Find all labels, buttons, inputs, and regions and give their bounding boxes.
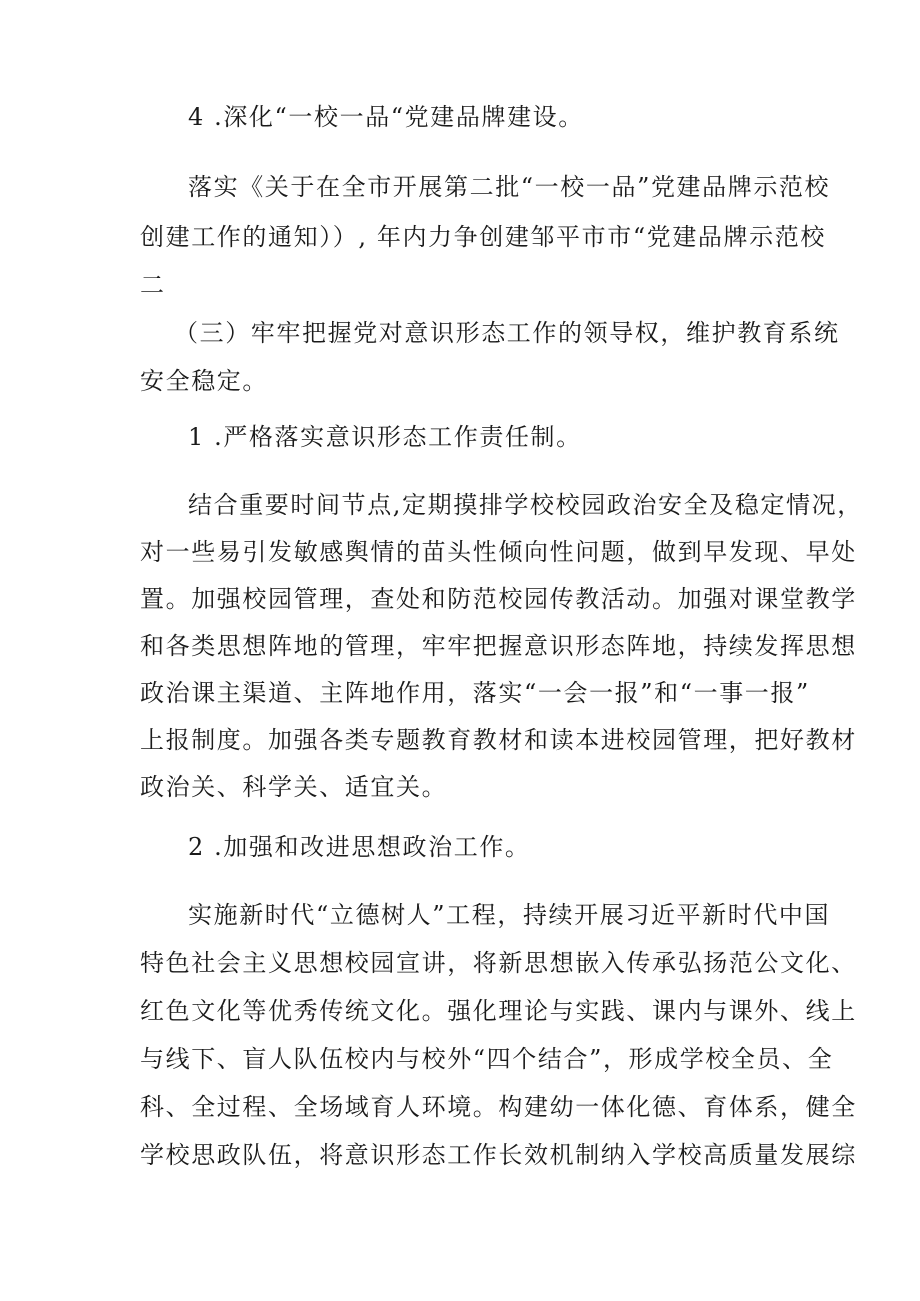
paragraph-line: 二: [140, 271, 166, 299]
heading-item-1: 1 .严格落实意识形态工作责任制。: [188, 423, 582, 451]
heading-item-2: 2 .加强和改进思想政治工作。: [188, 833, 531, 861]
paragraph-line: 政治课主渠道、主阵地作用，落实“一会一报”和“一事一报”: [140, 679, 810, 707]
section-heading-3: （三）牢牢把握党对意识形态工作的领导权，维护教育系统: [174, 319, 840, 347]
paragraph-line: 实施新时代“立德树人”工程，持续开展习近平新时代中国: [188, 901, 831, 929]
paragraph-line: 和各类思想阵地的管理，牢牢把握意识形态阵地，持续发挥思想: [140, 632, 857, 660]
paragraph-line: 学校思政队伍，将意识形态工作长效机制纳入学校高质量发展综: [140, 1141, 857, 1169]
paragraph-line: 科、全过程、全场域育人环境。构建幼一体化德、育体系，健全: [140, 1093, 857, 1121]
paragraph-line: 结合重要时间节点,定期摸排学校校园政治安全及稳定情况，: [188, 491, 863, 519]
paragraph-line: 对一些易引发敏感舆情的苗头性倾向性问题，做到早发现、早处: [140, 538, 857, 566]
paragraph-line: 政治关、科学关、适宜关。: [140, 773, 448, 801]
paragraph-line: 红色文化等优秀传统文化。强化理论与实践、课内与课外、线上: [140, 997, 857, 1025]
paragraph-line: 置。加强校园管理，查处和防范校园传教活动。加强对课堂教学: [140, 585, 857, 613]
section-heading-3-cont: 安全稳定。: [140, 367, 268, 395]
paragraph-line: 上报制度。加强各类专题教育教材和读本进校园管理，把好教材: [140, 726, 857, 754]
heading-item-4: 4 .深化“一校一品“党建品牌建设。: [188, 103, 584, 131]
paragraph-line: 落实《关于在全市开展第二批“一校一品”党建品牌示范校: [188, 173, 831, 201]
paragraph-line: 与线下、盲人队伍校内与校外“四个结合”，形成学校全员、全: [140, 1045, 834, 1073]
paragraph-line: 创建工作的通知））, 年内力争创建邹平市市“党建品牌示范校: [140, 223, 826, 251]
paragraph-line: 特色社会主义思想校园宣讲，将新思想嵌入传承弘扬范公文化、: [140, 949, 857, 977]
